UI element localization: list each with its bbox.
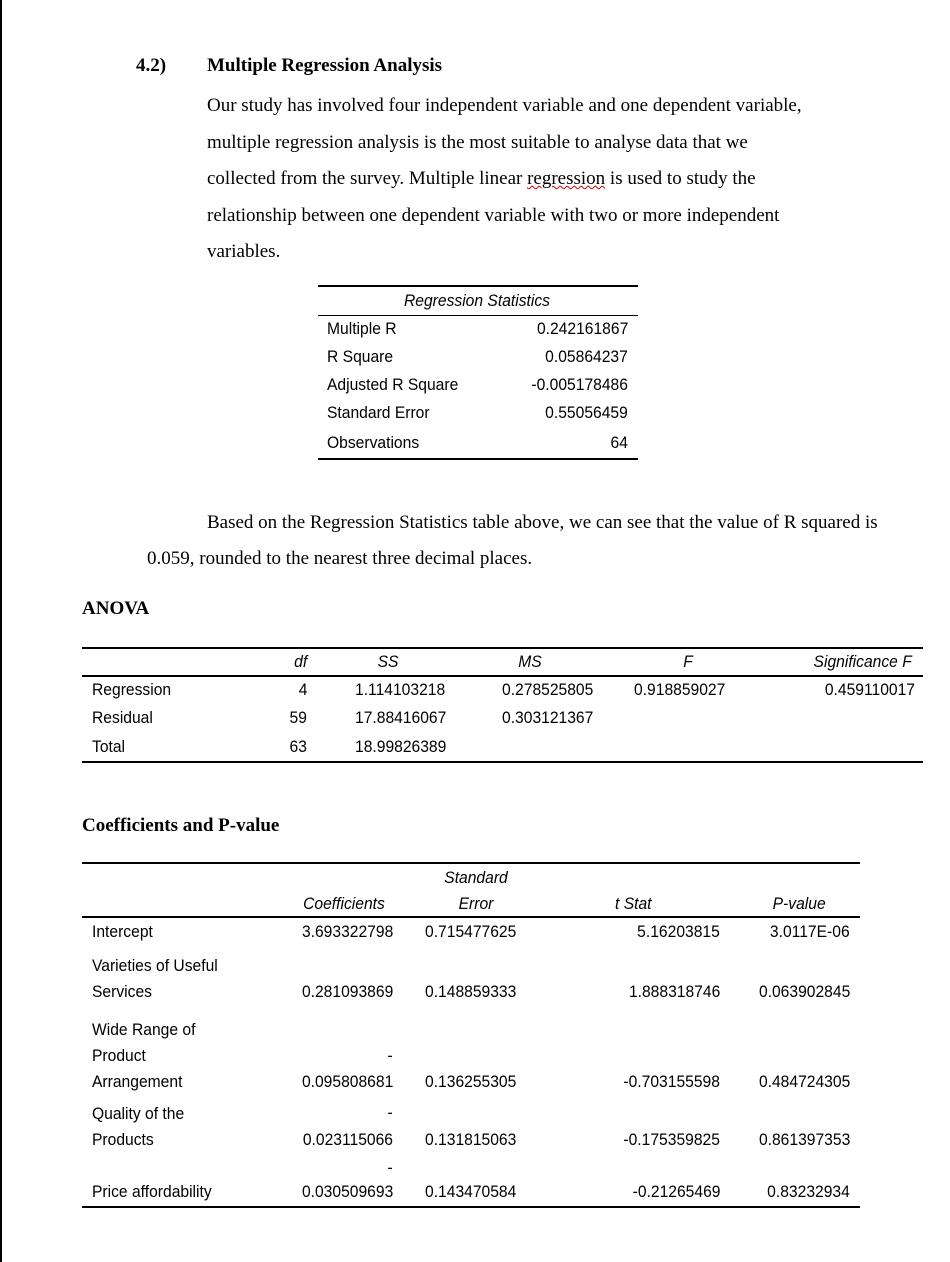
paragraph-line: variables. <box>207 241 281 262</box>
paragraph-line: Our study has involved four independent variable and one dependent variable, <box>207 95 802 116</box>
coef-p-value: 0.484724305 <box>758 1072 850 1091</box>
coef-negative-sign: - <box>387 1158 393 1177</box>
coef-standard-error: 0.136255305 <box>425 1072 517 1091</box>
page-left-border <box>0 0 2 1262</box>
coef-negative-sign: - <box>387 1046 393 1065</box>
regstats-value: 64 <box>610 433 628 452</box>
coef-header: Coefficients <box>303 894 385 913</box>
summary-paragraph: Based on the Regression Statistics table above, we can see that the value of R squared is 0.059, rounded to the nearest three decimal places. <box>147 512 878 569</box>
paragraph-line: relationship between one dependent variable with two or more independent <box>207 204 780 226</box>
coef-row-label: Products <box>92 1130 154 1149</box>
anova-header: SS <box>377 652 399 671</box>
anova-row-label: Regression <box>92 680 172 699</box>
table-bottom-rule <box>82 1206 860 1208</box>
section-title: Multiple Regression Analysis <box>207 55 443 76</box>
paragraph-line <box>207 161 867 198</box>
regstats-label: Observations <box>327 433 420 452</box>
anova-f: 0.918859027 <box>634 680 726 699</box>
coef-value: 0.095808681 <box>301 1072 393 1091</box>
table-bottom-rule <box>82 761 923 763</box>
coef-t-stat: 1.888318746 <box>628 982 720 1001</box>
coef-standard-error: 0.143470584 <box>425 1182 517 1201</box>
coef-p-value: 0.83232934 <box>767 1182 850 1201</box>
table-header-rule <box>82 916 860 918</box>
coef-p-value: 3.0117E-06 <box>770 922 850 941</box>
paragraph-text: is used to study the <box>605 168 756 189</box>
table-bottom-rule <box>318 458 638 460</box>
regstats-value: -0.005178486 <box>531 375 628 394</box>
table-header-rule <box>82 675 923 677</box>
coef-p-value: 0.063902845 <box>758 982 850 1001</box>
regstats-title: Regression Statistics <box>403 291 551 310</box>
regstats-label: Adjusted R Square <box>327 375 459 394</box>
coef-standard-error: 0.148859333 <box>425 982 517 1001</box>
coef-negative-sign: - <box>387 1103 393 1122</box>
anova-df: 63 <box>289 737 307 756</box>
paragraph-line: multiple regression analysis is the most suitable to analyse data that we <box>207 131 748 153</box>
coef-row-label: Price affordability <box>92 1182 212 1201</box>
anova-header: df <box>293 652 307 671</box>
table-top-rule <box>318 285 638 287</box>
coef-header: t Stat <box>615 894 652 913</box>
regstats-label: Multiple R <box>327 319 397 338</box>
paragraph-text: collected from the survey. Multiple linear <box>207 168 528 189</box>
intro-paragraph <box>207 88 867 271</box>
coef-row-label: Intercept <box>92 922 153 941</box>
anova-heading: ANOVA <box>82 598 150 619</box>
regstats-value: 0.242161867 <box>536 319 628 338</box>
coef-row-label: Wide Range of <box>92 1020 196 1039</box>
coef-row-label: Quality of the <box>92 1104 185 1123</box>
anova-ss: 17.88416067 <box>355 708 447 727</box>
anova-ss: 1.114103218 <box>355 680 446 699</box>
coef-value: 0.030509693 <box>301 1182 393 1201</box>
regstats-label: R Square <box>327 347 394 366</box>
coef-t-stat: -0.175359825 <box>623 1130 720 1149</box>
anova-row-label: Total <box>92 737 126 756</box>
section-number: 4.2) <box>136 55 167 76</box>
anova-header: F <box>683 652 693 671</box>
anova-ss: 18.99826389 <box>355 737 447 756</box>
table-top-rule <box>82 647 923 649</box>
coef-row-label: Services <box>92 982 152 1001</box>
coef-value: 0.023115066 <box>302 1130 393 1149</box>
table-header-rule <box>318 315 638 316</box>
anova-df: 4 <box>298 680 307 699</box>
regstats-label: Standard Error <box>327 403 430 422</box>
coef-t-stat: -0.21265469 <box>632 1182 720 1201</box>
spellcheck-word[interactable]: regression <box>527 168 606 189</box>
regstats-value: 0.05864237 <box>545 347 628 366</box>
coef-t-stat: -0.703155598 <box>623 1072 720 1091</box>
anova-ms: 0.278525805 <box>502 680 594 699</box>
coef-row-label: Arrangement <box>92 1072 183 1091</box>
anova-significance-f: 0.459110017 <box>824 680 915 699</box>
coefficients-heading: Coefficients and P-value <box>82 815 280 836</box>
anova-df: 59 <box>289 708 307 727</box>
anova-row-label: Residual <box>92 708 153 727</box>
coef-value: 0.281093869 <box>301 982 393 1001</box>
coef-header: P-value <box>772 894 826 913</box>
coef-standard-error: 0.131815063 <box>425 1130 517 1149</box>
coef-row-label: Product <box>92 1046 146 1065</box>
coef-header: Error <box>458 894 494 913</box>
coef-row-label: Varieties of Useful <box>92 956 218 975</box>
coef-header: Standard <box>444 868 508 887</box>
anova-ms: 0.303121367 <box>502 708 594 727</box>
coef-standard-error: 0.715477625 <box>425 922 517 941</box>
regstats-value: 0.55056459 <box>545 403 628 422</box>
anova-header: Significance F <box>813 652 912 671</box>
coef-value: 3.693322798 <box>301 922 393 941</box>
anova-header: MS <box>518 652 542 671</box>
coef-p-value: 0.861397353 <box>758 1130 850 1149</box>
coef-t-stat: 5.16203815 <box>637 922 720 941</box>
table-top-rule <box>82 862 860 864</box>
